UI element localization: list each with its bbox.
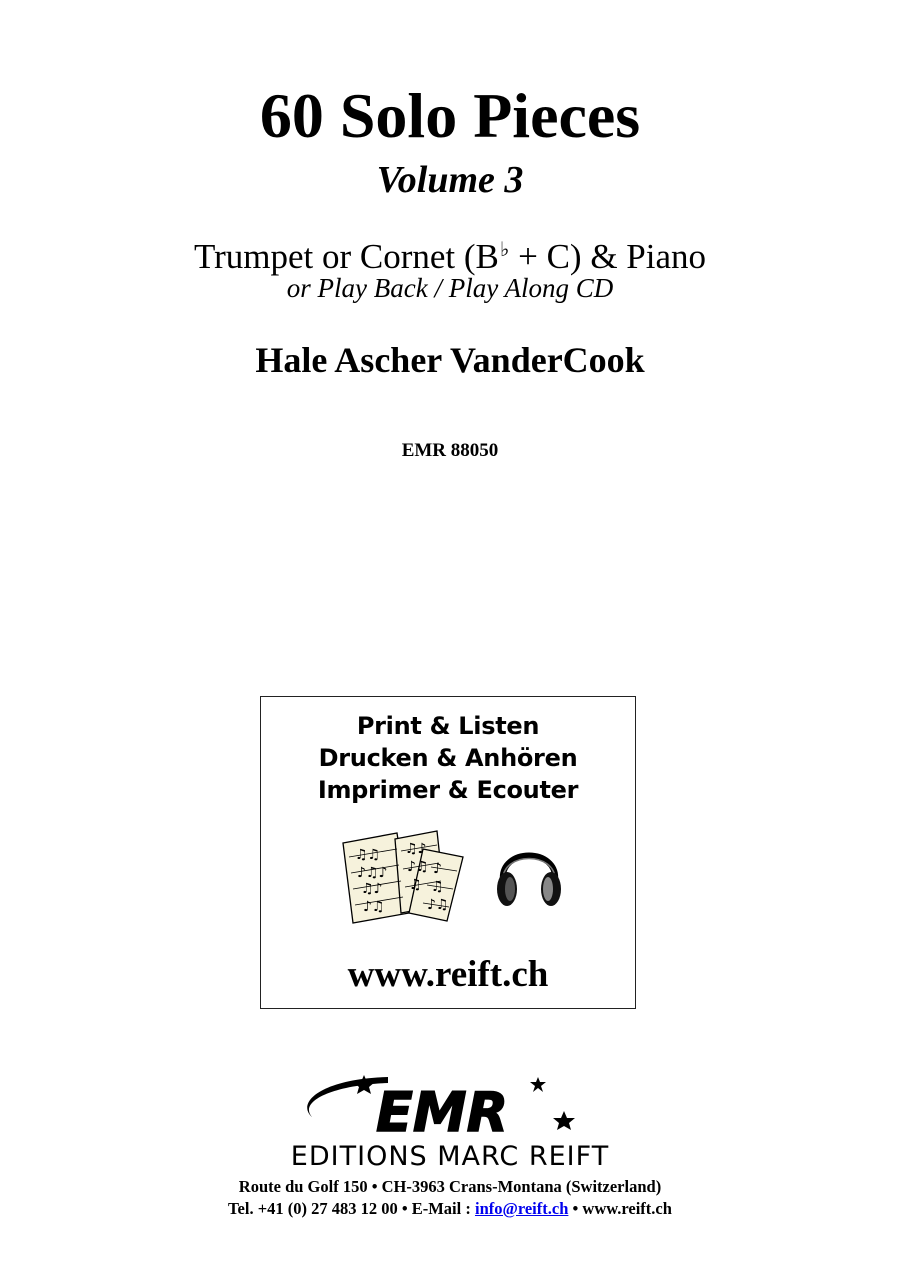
page-title: 60 Solo Pieces xyxy=(259,80,641,151)
headphones-icon xyxy=(493,837,565,915)
svg-text:♪♫: ♪♫ xyxy=(363,899,385,915)
composer-name: Hale Ascher VanderCook xyxy=(255,340,645,380)
svg-text:♫♪: ♫♪ xyxy=(405,841,427,857)
promo-line-en: Print & Listen xyxy=(356,712,540,740)
flat-sign: ♭ xyxy=(499,239,510,261)
sheet-music-icon xyxy=(339,829,467,925)
promo-line-de: Drucken & Anhören xyxy=(318,744,578,772)
print-listen-box xyxy=(260,696,636,1009)
publisher-address: Route du Golf 150 • CH-3963 Crans-Montana (Switzerland) xyxy=(238,1177,662,1196)
svg-text:♫: ♫ xyxy=(431,879,444,895)
star-icon xyxy=(553,1111,575,1130)
contact-phone: Tel. +41 (0) 27 483 12 00 • E-Mail : xyxy=(228,1199,475,1218)
contact-website: • www.reift.ch xyxy=(568,1199,672,1218)
star-icon xyxy=(530,1077,546,1092)
svg-text:♪: ♪ xyxy=(433,861,442,877)
volume-subtitle: Volume 3 xyxy=(376,159,524,201)
emr-logo-text: EMR xyxy=(376,1081,509,1139)
email-link[interactable]: info@reift.ch xyxy=(474,1199,569,1218)
svg-text:♪♫: ♪♫ xyxy=(427,897,449,913)
publisher-contact xyxy=(0,1198,900,1220)
promo-line-fr: Imprimer & Ecouter xyxy=(317,776,579,804)
cd-note: or Play Back / Play Along CD xyxy=(286,273,614,303)
svg-text:♫♫: ♫♫ xyxy=(355,847,381,863)
publisher-name: EDITIONS MARC REIFT xyxy=(290,1141,610,1172)
svg-text:♪♫: ♪♫ xyxy=(407,859,429,875)
promo-url[interactable]: www.reift.ch xyxy=(347,954,549,995)
instrumentation-post: + C) & Piano xyxy=(509,237,707,276)
emr-logo xyxy=(238,1073,662,1139)
star-icon xyxy=(353,1075,375,1094)
instrumentation-pre: Trumpet or Cornet (B xyxy=(193,237,499,276)
svg-text:♫: ♫ xyxy=(409,877,422,893)
svg-text:♫♪: ♫♪ xyxy=(361,881,383,897)
svg-text:♪♫♪: ♪♫♪ xyxy=(357,865,388,881)
catalog-number: EMR 88050 xyxy=(401,440,499,461)
